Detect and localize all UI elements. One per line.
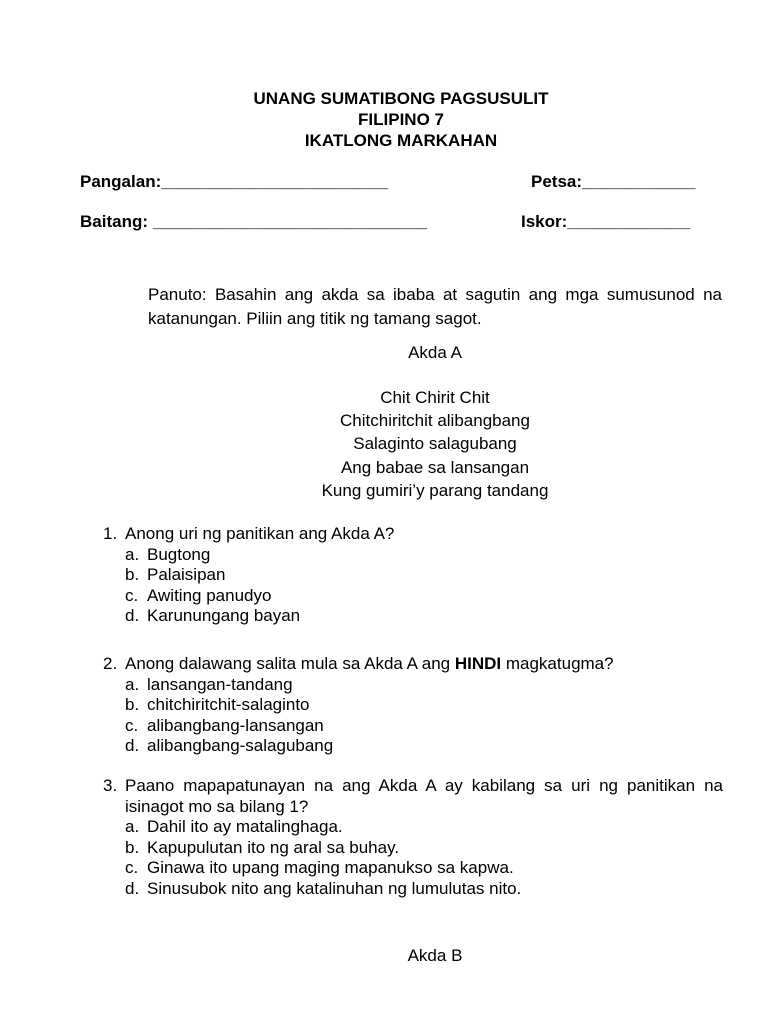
- emphasis-hindi: HINDI: [454, 654, 502, 673]
- choice-b[interactable]: b. Kapupulutan ito ng aral sa buhay.: [125, 837, 400, 857]
- exam-header: [0, 88, 768, 151]
- grade-field[interactable]: Baitang: _____________________________: [80, 212, 427, 231]
- question-2: [103, 654, 723, 757]
- question-stem: Paano mapapatunayan na ang Akda A ay kabilang sa uri ng panitikan na isinagot mo sa bilang 1?: [125, 776, 723, 816]
- choice-c[interactable]: c. Ginawa ito upang maging mapanukso sa kapwa.: [125, 858, 514, 877]
- score-field[interactable]: Iskor:_____________: [521, 212, 691, 231]
- question-number: 1.: [103, 524, 118, 543]
- poem-line: Salaginto salagubang: [353, 434, 517, 454]
- question-1: [103, 524, 723, 627]
- poem: [148, 386, 722, 502]
- poem-line: Ang babae sa lansangan: [340, 457, 530, 477]
- instructions: Panuto: Basahin ang akda sa ibaba at sagutin ang mga sumusunod na katanungan. Piliin ang titik ng tamang sagot.: [148, 285, 722, 328]
- question-stem: Anong dalawang salita mula sa Akda A ang HINDI magkatugma?: [125, 654, 614, 673]
- quarter-title: IKATLONG MARKAHAN: [304, 131, 498, 150]
- poem-line: Chitchiritchit alibangbang: [340, 411, 530, 431]
- choice-a[interactable]: a. lansangan-tandang: [125, 674, 293, 694]
- choice-b[interactable]: b. Palaisipan: [125, 565, 226, 584]
- akda-b-title: Akda B: [407, 946, 463, 965]
- choice-c[interactable]: c. alibangbang-lansangan: [125, 715, 324, 735]
- choice-d[interactable]: d. Karunungang bayan: [125, 606, 301, 625]
- exam-title: UNANG SUMATIBONG PAGSUSULIT: [253, 89, 549, 108]
- subject-title: FILIPINO 7: [358, 110, 444, 129]
- question-number: 3.: [103, 776, 118, 795]
- name-field[interactable]: Pangalan:________________________: [80, 172, 389, 191]
- poem-line: Kung gumiri’y parang tandang: [321, 480, 549, 500]
- question-number: 2.: [103, 654, 118, 673]
- choice-b[interactable]: b. chitchiritchit-salaginto: [125, 695, 310, 714]
- question-3: [103, 776, 723, 899]
- date-field[interactable]: Petsa:____________: [531, 172, 696, 191]
- choice-d[interactable]: d. Sinusubok nito ang katalinuhan ng lumulutas nito.: [125, 878, 522, 898]
- akda-a-title: Akda A: [408, 343, 462, 362]
- choice-a[interactable]: a. Dahil ito ay matalinghaga.: [125, 817, 343, 836]
- choice-c[interactable]: c. Awiting panudyo: [125, 585, 272, 605]
- poem-line: Chit Chirit Chit: [380, 388, 490, 407]
- choice-d[interactable]: d. alibangbang-salagubang: [125, 736, 334, 755]
- question-stem: Anong uri ng panitikan ang Akda A?: [125, 524, 395, 543]
- choice-a[interactable]: a. Bugtong: [125, 544, 211, 564]
